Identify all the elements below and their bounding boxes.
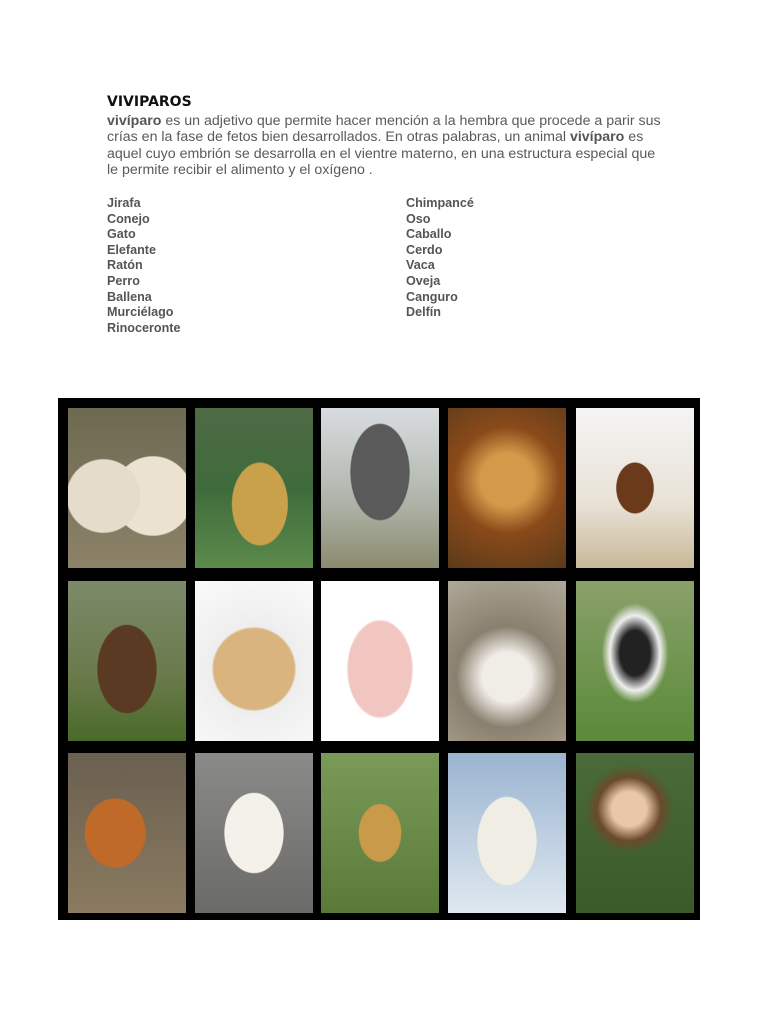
fox-photo — [68, 753, 186, 913]
polar-bear-photo — [448, 753, 566, 913]
list-item: Vaca — [406, 258, 435, 273]
animal-list-left — [107, 196, 180, 336]
giraffe-photo — [321, 753, 439, 913]
list-item: Elefante — [107, 242, 156, 257]
list-item: Murciélago — [107, 305, 174, 320]
list-item: Delfín — [406, 305, 441, 320]
monkey-photo — [576, 753, 694, 913]
animal-list-right — [406, 196, 474, 321]
list-item: Oveja — [406, 273, 441, 288]
text: es un adjetivo que permite hacer mención a la hembra que procede a parir sus crías en la fase de fetos bien desarrollados. En otras palabras, un animal — [107, 113, 661, 146]
list-item: Chimpancé — [406, 196, 474, 210]
rabbit-photo — [195, 581, 313, 741]
term: vivíparo — [107, 113, 162, 129]
text: es aquel cuyo embrión se desarrolla en el vientre materno, en una estructura especial que le permite recibir el alimento y el oxígeno . — [107, 129, 656, 178]
list-item: Caballo — [406, 227, 452, 242]
jaguar-photo — [195, 408, 313, 568]
cat-photo — [448, 581, 566, 741]
list-item: Oso — [406, 211, 431, 226]
animal-photo-grid — [58, 398, 700, 920]
pig-photo — [321, 581, 439, 741]
lion-photo — [448, 408, 566, 568]
list-item: Canguro — [406, 289, 458, 304]
term: vivíparo — [569, 129, 625, 146]
list-item: Jirafa — [107, 196, 141, 210]
definition-paragraph — [107, 113, 667, 178]
puppy-photo — [195, 753, 313, 913]
bear-photo — [68, 581, 186, 741]
list-item: Conejo — [107, 211, 150, 226]
list-item: Ballena — [107, 289, 152, 304]
cow-photo — [576, 581, 694, 741]
list-item: Gato — [107, 227, 136, 242]
list-item: Rinoceronte — [107, 320, 181, 335]
list-item: Ratón — [107, 258, 143, 273]
list-item: Cerdo — [406, 242, 443, 257]
horse-photo — [576, 408, 694, 568]
list-item: Perro — [107, 273, 140, 288]
elephant-photo — [321, 408, 439, 568]
page-title: VIVIPAROS — [107, 94, 192, 110]
sheep-photo — [68, 408, 186, 568]
